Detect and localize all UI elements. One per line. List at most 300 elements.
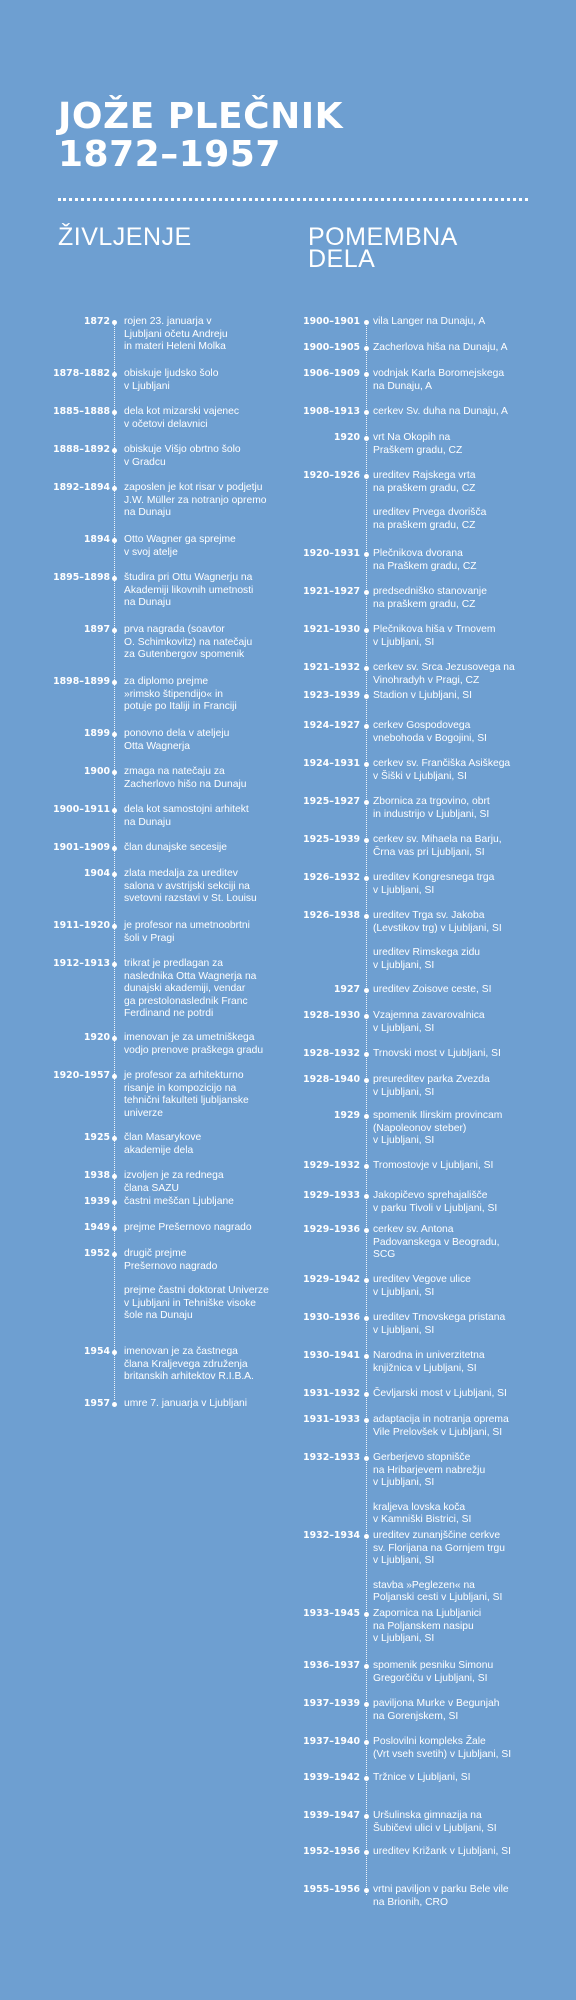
work-year: 1920–1926	[303, 470, 360, 481]
life-description	[124, 534, 284, 559]
timeline-dot-icon	[364, 1664, 369, 1669]
work-year: 1920–1931	[303, 548, 360, 559]
life-description-line: v očetovi delavnici	[124, 418, 208, 430]
timeline-dot-icon	[364, 1740, 369, 1745]
work-description-line: cerkev Gospodovega	[373, 720, 471, 731]
work-description-line: predsedniško stanovanje	[373, 586, 487, 597]
life-description-line: svetovni razstavi v St. Louisu	[124, 893, 257, 905]
work-description-line: na Brionih, CRO	[373, 1896, 448, 1908]
timeline-dot-icon	[112, 1200, 117, 1205]
life-description-line: imenovan je za častnega	[124, 1346, 238, 1357]
work-description-line: Padovanskega v Beogradu,	[373, 1236, 500, 1248]
timeline-dot-icon	[364, 410, 369, 415]
work-year: 1931–1932	[303, 1388, 360, 1399]
work-description-line: knjižnica v Ljubljani, SI	[373, 1362, 477, 1374]
work-description	[373, 1452, 573, 1527]
life-description-line: na Dunaju	[124, 816, 171, 828]
timeline-dot-icon	[112, 320, 117, 325]
life-description-line: obiskuje Višjo obrtno šolo	[124, 444, 241, 455]
work-year: 1920	[333, 432, 360, 443]
dotted-divider	[58, 198, 528, 201]
timeline-dot-icon	[112, 1350, 117, 1355]
timeline-dot-icon	[364, 1702, 369, 1707]
work-description-line: v Ljubljani, SI	[373, 1633, 435, 1645]
work-description-line: na praškem gradu, CZ	[373, 598, 476, 610]
timeline-dot-icon	[364, 1052, 369, 1057]
life-description	[124, 804, 284, 829]
life-description-line: šole na Dunaju	[124, 1310, 193, 1322]
work-description	[373, 586, 573, 611]
work-description-line: Zacherlova hiša na Dunaju, A	[373, 342, 508, 353]
work-description-line: Tromostovje v Ljubljani, SI	[373, 1160, 494, 1171]
work-description	[373, 872, 573, 897]
work-description	[373, 690, 573, 703]
work-description-line: Uršulinska gimnazija na	[373, 1810, 482, 1821]
life-description-line: je profesor za arhitekturno	[124, 1070, 244, 1081]
life-year: 1954	[83, 1346, 110, 1357]
timeline-dot-icon	[364, 346, 369, 351]
work-year: 1928–1932	[303, 1048, 360, 1059]
work-description-line: SCG	[373, 1249, 396, 1261]
work-description	[373, 1698, 573, 1723]
timeline-dot-icon	[112, 372, 117, 377]
life-description	[124, 1032, 284, 1057]
work-description-line: Plečnikova hiša v Trnovem	[373, 624, 496, 635]
work-year: 1932–1934	[303, 1530, 360, 1541]
work-description-line: (Levstikov trg) v Ljubljani, SI	[373, 922, 502, 934]
work-description-line: cerkev sv. Mihaela na Barju,	[373, 834, 502, 845]
life-description-line: člana SAZU	[124, 1182, 179, 1194]
work-description-line: Gregorčiču v Ljubljani, SI	[373, 1672, 488, 1684]
work-year: 1900–1901	[303, 316, 360, 327]
work-year: 1936–1937	[303, 1660, 360, 1671]
life-year: 1904	[83, 868, 110, 879]
life-description	[124, 316, 284, 354]
life-description-line: umre 7. januarja v Ljubljani	[124, 1398, 248, 1409]
work-description-line: Zapornica na Ljubljanici	[373, 1608, 482, 1619]
work-description-line: ureditev Trga sv. Jakoba	[373, 910, 485, 921]
timeline-dot-icon	[364, 1078, 369, 1083]
work-description-line: cerkev sv. Frančiška Asiškega	[373, 758, 511, 769]
life-description	[124, 368, 284, 393]
timeline-dot-icon	[112, 1402, 117, 1407]
timeline-dot-icon	[364, 552, 369, 557]
work-description-line: vila Langer na Dunaju, A	[373, 316, 486, 327]
timeline-dot-icon	[364, 590, 369, 595]
work-description-line: Stadion v Ljubljani, SI	[373, 690, 473, 701]
life-description-line: imenovan je za umetniškega	[124, 1032, 255, 1043]
life-description-line: prejme častni doktorat Univerze	[124, 1285, 269, 1297]
timeline-dot-icon	[364, 1278, 369, 1283]
work-description-line: ureditev Kongresnega trga	[373, 872, 495, 883]
work-description	[373, 758, 573, 783]
timeline-dot-icon	[112, 1074, 117, 1079]
life-year: 1911–1920	[53, 920, 110, 931]
work-year: 1921–1930	[303, 624, 360, 635]
work-description-line: v Ljubljani, SI	[373, 1555, 435, 1567]
life-description-line: v Gradcu	[124, 456, 166, 468]
life-description-line: zmaga na natečaju za	[124, 766, 225, 777]
work-description	[373, 1190, 573, 1215]
life-description-line: ponovno dela v ateljeju	[124, 728, 230, 739]
work-description	[373, 1350, 573, 1375]
life-description	[124, 444, 284, 469]
life-description-line: rojen 23. januarja v	[124, 316, 212, 327]
work-description-line: ureditev Rimskega zidu	[373, 947, 481, 959]
work-description	[373, 662, 573, 687]
life-description-line: J.W. Müller za notranjo opremo	[124, 494, 267, 506]
timeline-dot-icon	[364, 1612, 369, 1617]
work-description-line: Vile Prelovšek v Ljubljani, SI	[373, 1426, 503, 1438]
life-description	[124, 1222, 284, 1235]
work-year: 1932–1933	[303, 1452, 360, 1463]
life-year: 1898–1899	[53, 676, 110, 687]
life-description-line: član Masarykove	[124, 1132, 202, 1143]
work-description-line: sv. Florijana na Gornjem trgu	[373, 1542, 506, 1554]
life-year: 1912–1913	[53, 958, 110, 969]
life-description	[124, 728, 284, 753]
work-description	[373, 368, 573, 393]
timeline-dot-icon	[364, 1814, 369, 1819]
work-description	[373, 1414, 573, 1439]
work-year: 1928–1930	[303, 1010, 360, 1021]
work-year: 1931–1933	[303, 1414, 360, 1425]
work-description-line: na Gorenjskem, SI	[373, 1710, 459, 1722]
work-description-line: v parku Tivoli v Ljubljani, SI	[373, 1202, 498, 1214]
life-heading	[58, 223, 192, 251]
work-description	[373, 432, 573, 457]
work-description	[373, 1846, 573, 1859]
work-year: 1930–1936	[303, 1312, 360, 1323]
work-description	[373, 1660, 573, 1685]
work-description-line: na Hribarjevem nabrežju	[373, 1464, 486, 1476]
life-description-line: trikrat je predlagan za	[124, 958, 224, 969]
work-description	[373, 984, 573, 997]
timeline-dot-icon	[112, 808, 117, 813]
life-year: 1938	[83, 1170, 110, 1181]
work-year: 1929–1942	[303, 1274, 360, 1285]
life-description	[124, 1070, 284, 1120]
work-description-line: Trnovski most v Ljubljani, SI	[373, 1048, 501, 1059]
work-description-line: ureditev Rajskega vrta	[373, 470, 476, 481]
life-description-line: na Dunaju	[124, 597, 171, 609]
timeline-dot-icon	[364, 694, 369, 699]
timeline-dot-icon	[364, 876, 369, 881]
work-description	[373, 1074, 573, 1099]
work-description	[373, 1110, 573, 1148]
life-description-line: za diplomo prejme	[124, 676, 209, 687]
work-year: 1925–1927	[303, 796, 360, 807]
work-description-line: Plečnikova dvorana	[373, 548, 463, 559]
life-year: 1892–1894	[53, 482, 110, 493]
work-year: 1924–1931	[303, 758, 360, 769]
work-description-line: paviljona Murke v Begunjah	[373, 1698, 500, 1709]
life-description-line: potuje po Italiji in Franciji	[124, 701, 237, 713]
life-description-line: univerze	[124, 1107, 163, 1119]
paragraph-gap	[373, 495, 573, 507]
work-description-line: v Kamniški Bistrici, SI	[373, 1514, 472, 1526]
life-description-line: salona v avstrijski sekciji na	[124, 880, 250, 892]
life-timeline	[0, 316, 290, 1416]
life-description-line: naslednika Otta Wagnerja na	[124, 970, 257, 982]
timeline-dot-icon	[364, 1114, 369, 1119]
work-description-line: vrt Na Okopih na	[373, 432, 451, 443]
timeline-dot-icon	[364, 666, 369, 671]
timeline-dot-icon	[112, 872, 117, 877]
page-title	[58, 98, 343, 174]
timeline-dot-icon	[112, 628, 117, 633]
work-description	[373, 1810, 573, 1835]
work-description	[373, 624, 573, 649]
work-description-line: Jakopičevo sprehajališče	[373, 1190, 488, 1201]
work-description-line: vnebohoda v Bogojini, SI	[373, 732, 487, 744]
life-description-line: tehnični fakulteti ljubljanske	[124, 1095, 249, 1107]
work-year: 1929	[333, 1110, 360, 1121]
work-description-line: Vzajemna zavarovalnica	[373, 1010, 485, 1021]
work-description	[373, 470, 573, 532]
work-year: 1924–1927	[303, 720, 360, 731]
life-description-line: in materi Heleni Molka	[124, 341, 226, 353]
work-description	[373, 1388, 573, 1401]
life-description-line: risanje in kompozicijo na	[124, 1082, 237, 1094]
work-year: 1927	[333, 984, 360, 995]
timeline-dot-icon	[364, 762, 369, 767]
work-description-line: ureditev Trnovskega pristana	[373, 1312, 506, 1323]
life-description-line: v Ljubljani	[124, 380, 170, 392]
timeline-dot-icon	[364, 1534, 369, 1539]
work-year: 1939–1947	[303, 1810, 360, 1821]
work-description-line: Poslovilni kompleks Žale	[373, 1736, 486, 1747]
life-description	[124, 920, 284, 945]
life-description-line: Zacherlovo hišo na Dunaju	[124, 778, 247, 790]
timeline-dot-icon	[112, 1226, 117, 1231]
life-year: 1895–1898	[53, 572, 110, 583]
works-heading-line: DELA	[308, 245, 376, 273]
work-year: 1937–1940	[303, 1736, 360, 1747]
life-year: 1885–1888	[53, 406, 110, 417]
life-description	[124, 1248, 284, 1323]
work-description-line: vrtni paviljon v parku Bele vile	[373, 1884, 509, 1895]
life-description	[124, 572, 284, 610]
work-description	[373, 1530, 573, 1605]
timeline-dot-icon	[364, 988, 369, 993]
life-description-line: O. Schimkovitz) na natečaju	[124, 636, 253, 648]
work-description	[373, 1224, 573, 1262]
paragraph-gap	[124, 1273, 284, 1285]
work-description-line: v Ljubljani, SI	[373, 1022, 435, 1034]
life-description-line: dunajski akademiji, vendar	[124, 983, 246, 995]
life-description	[124, 868, 284, 906]
work-description-line: cerkev sv. Antona	[373, 1224, 454, 1235]
life-description-line: prejme Prešernovo nagrado	[124, 1222, 252, 1233]
life-description-line: drugič prejme	[124, 1248, 187, 1259]
life-description-line: akademije dela	[124, 1144, 194, 1156]
work-year: 1937–1939	[303, 1698, 360, 1709]
works-heading-line: POMEMBNA	[308, 223, 458, 251]
life-description-line: »rimsko štipendijo« in	[124, 688, 224, 700]
life-description-line: obiskuje ljudsko šolo	[124, 368, 219, 379]
work-description-line: spomenik Ilirskim provincam	[373, 1110, 503, 1121]
life-year: 1901–1909	[53, 842, 110, 853]
work-description-line: v Ljubljani, SI	[373, 1324, 435, 1336]
timeline-dot-icon	[112, 1174, 117, 1179]
life-description-line: za Gutenbergov spomenik	[124, 649, 245, 661]
timeline-dot-icon	[364, 628, 369, 633]
timeline-dot-icon	[364, 320, 369, 325]
life-description-line: Akademiji likovnih umetnosti	[124, 584, 254, 596]
work-year: 1930–1941	[303, 1350, 360, 1361]
timeline-dot-icon	[364, 1316, 369, 1321]
work-year: 1921–1927	[303, 586, 360, 597]
work-description	[373, 796, 573, 821]
work-year: 1908–1913	[303, 406, 360, 417]
work-year: 1933–1945	[303, 1608, 360, 1619]
work-year: 1923–1939	[303, 690, 360, 701]
work-description-line: v Ljubljani, SI	[373, 1477, 435, 1489]
work-description-line: Narodna in univerzitetna	[373, 1350, 485, 1361]
life-description	[124, 406, 284, 431]
life-description	[124, 1346, 284, 1384]
work-description	[373, 548, 573, 573]
life-description-line: častni meščan Ljubljane	[124, 1196, 234, 1207]
work-description-line: adaptacija in notranja oprema	[373, 1414, 509, 1425]
work-description	[373, 1274, 573, 1299]
life-year: 1925	[83, 1132, 110, 1143]
works-timeline	[290, 316, 576, 1916]
life-description	[124, 1170, 284, 1195]
life-description-line: prva nagrada (soavtor	[124, 624, 225, 635]
life-description-line: šoli v Pragi	[124, 932, 175, 944]
timeline-dot-icon	[364, 1456, 369, 1461]
timeline-dot-icon	[364, 436, 369, 441]
timeline-dot-icon	[364, 800, 369, 805]
life-description-line: v svoj atelje	[124, 546, 178, 558]
timeline-dot-icon	[112, 1252, 117, 1257]
title-years: 1872–1957	[58, 134, 281, 175]
work-year: 1928–1940	[303, 1074, 360, 1085]
timeline-dot-icon	[364, 1776, 369, 1781]
timeline-dot-icon	[112, 448, 117, 453]
work-description-line: vodnjak Karla Boromejskega	[373, 368, 505, 379]
life-year: 1957	[83, 1398, 110, 1409]
timeline-dot-icon	[364, 1014, 369, 1019]
work-description-line: na praškem gradu, CZ	[373, 519, 476, 531]
work-description-line: v Ljubljani, SI	[373, 636, 435, 648]
life-description-line: na Dunaju	[124, 507, 171, 519]
timeline-dot-icon	[112, 538, 117, 543]
work-description-line: v Ljubljani, SI	[373, 884, 435, 896]
work-description-line: Črna vas pri Ljubljani, SI	[373, 846, 485, 858]
work-year: 1955–1956	[303, 1884, 360, 1895]
life-description-line: je profesor na umetnoobrtni	[124, 920, 250, 931]
life-description	[124, 1398, 284, 1411]
life-description	[124, 1196, 284, 1209]
life-year: 1872	[83, 316, 110, 327]
work-description	[373, 1772, 573, 1785]
timeline-dot-icon	[364, 1354, 369, 1359]
work-year: 1929–1933	[303, 1190, 360, 1201]
timeline-dot-icon	[112, 680, 117, 685]
work-description	[373, 406, 573, 419]
life-description	[124, 624, 284, 662]
timeline-dot-icon	[364, 474, 369, 479]
work-year: 1921–1932	[303, 662, 360, 673]
life-description-line: član dunajske secesije	[124, 842, 228, 853]
life-description-line: Otta Wagnerja	[124, 740, 191, 752]
work-description	[373, 1312, 573, 1337]
timeline-dot-icon	[364, 914, 369, 919]
life-year: 1900	[83, 766, 110, 777]
work-description-line: Šubičevi ulici v Ljubljani, SI	[373, 1822, 497, 1834]
life-year: 1920	[83, 1032, 110, 1043]
timeline-dot-icon	[364, 1850, 369, 1855]
timeline-dot-icon	[364, 838, 369, 843]
work-year: 1952–1956	[303, 1846, 360, 1857]
life-description	[124, 842, 284, 855]
life-year: 1888–1892	[53, 444, 110, 455]
timeline-dot-icon	[112, 576, 117, 581]
paragraph-gap	[373, 1568, 573, 1580]
timeline-dot-icon	[112, 486, 117, 491]
work-year: 1906–1909	[303, 368, 360, 379]
work-description	[373, 1010, 573, 1035]
work-description-line: na praškem gradu, CZ	[373, 482, 476, 494]
work-description-line: stavba »Peglezen« na	[373, 1579, 475, 1591]
timeline-dot-icon	[112, 770, 117, 775]
work-description-line: Tržnice v Ljubljani, SI	[373, 1772, 471, 1783]
timeline-dot-icon	[364, 1418, 369, 1423]
work-description-line: spomenik pesniku Simonu	[373, 1660, 494, 1671]
work-year: 1925–1939	[303, 834, 360, 845]
work-year: 1926–1932	[303, 872, 360, 883]
life-heading-line: ŽIVLJENJE	[58, 223, 192, 251]
work-year: 1939–1942	[303, 1772, 360, 1783]
life-description-line: britanskih arhitektov R.I.B.A.	[124, 1371, 254, 1383]
life-description-line: Otto Wagner ga sprejme	[124, 534, 236, 545]
life-description-line: izvoljen je za rednega	[124, 1170, 224, 1181]
work-description-line: v Ljubljani, SI	[373, 1135, 435, 1147]
life-description-line: študira pri Ottu Wagnerju na	[124, 572, 253, 583]
paragraph-gap	[373, 1490, 573, 1502]
timeline-axis	[114, 320, 115, 1400]
timeline-dot-icon	[112, 1136, 117, 1141]
work-description-line: cerkev Sv. duha na Dunaju, A	[373, 406, 508, 417]
work-description-line: Vinohradyh v Pragi, CZ	[373, 674, 480, 686]
work-description-line: na Praškem gradu, CZ	[373, 560, 477, 572]
timeline-dot-icon	[364, 1194, 369, 1199]
work-description-line: kraljeva lovska koča	[373, 1501, 466, 1513]
timeline-dot-icon	[364, 1164, 369, 1169]
life-description-line: zlata medalja za ureditev	[124, 868, 238, 879]
work-description-line: cerkev sv. Srca Jezusovega na	[373, 662, 515, 673]
work-year: 1929–1936	[303, 1224, 360, 1235]
work-description	[373, 1048, 573, 1061]
title-name: JOŽE PLEČNIK	[58, 96, 343, 137]
timeline-dot-icon	[364, 372, 369, 377]
life-description-line: v Ljubljani in Tehniške visoke	[124, 1297, 257, 1309]
life-year: 1949	[83, 1222, 110, 1233]
work-description	[373, 1884, 573, 1909]
work-description-line: (Napoleonov steber)	[373, 1122, 467, 1134]
work-description-line: Praškem gradu, CZ	[373, 444, 463, 456]
work-description-line: preureditev parka Zvezda	[373, 1074, 490, 1085]
work-description	[373, 834, 573, 859]
work-description-line: Gerberjevo stopnišče	[373, 1452, 471, 1463]
work-description-line: ureditev Zoisove ceste, SI	[373, 984, 492, 995]
life-year: 1894	[83, 534, 110, 545]
work-description-line: v Ljubljani, SI	[373, 1086, 435, 1098]
life-year: 1952	[83, 1248, 110, 1259]
